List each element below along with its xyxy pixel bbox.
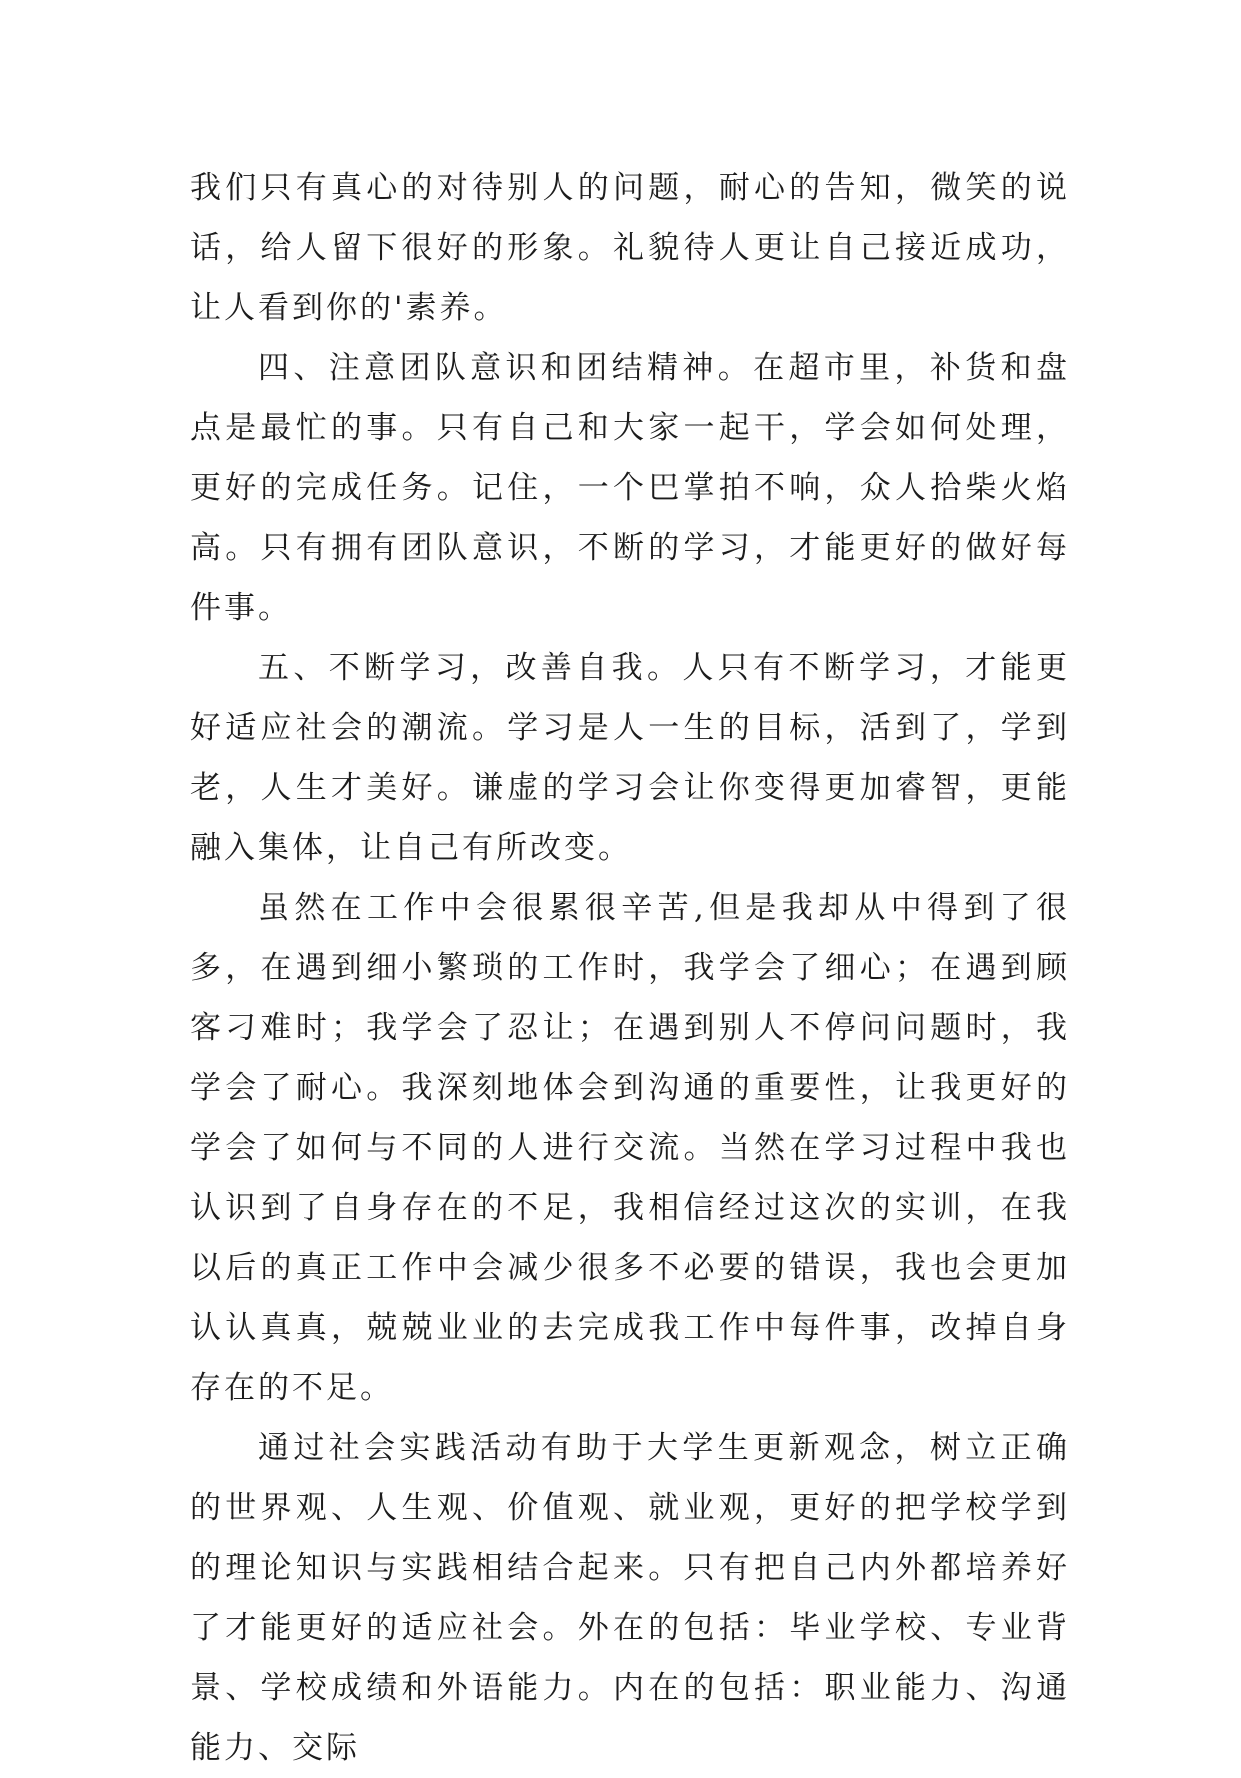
paragraph-5: 通过社会实践活动有助于大学生更新观念，树立正确的世界观、人生观、价值观、就业观，更好的把学校学到的理论知识与实践相结合起来。只有把自己内外都培养好了才能更好的适应社会。外在的包括：毕业学校、专业背景、学校成绩和外语能力。内在的包括：职业能力、沟通能力、交际 [190, 1430, 1070, 1766]
document-body [190, 158, 1070, 1778]
paragraph-4: 虽然在工作中会很累很辛苦,但是我却从中得到了很多，在遇到细小繁琐的工作时，我学会了细心；在遇到顾客刁难时；我学会了忍让；在遇到别人不停问问题时，我学会了耐心。我深刻地体会到沟通的重要性，让我更好的学会了如何与不同的人进行交流。当然在学习过程中我也认识到了自身存在的不足，我相信经过这次的实训，在我以后的真正工作中会减少很多不必要的错误，我也会更加认认真真，兢兢业业的去完成我工作中每件事，改掉自身存在的不足。 [190, 890, 1070, 1406]
paragraph-2: 四、注意团队意识和团结精神。在超市里，补货和盘点是最忙的事。只有自己和大家一起干，学会如何处理，更好的完成任务。记住，一个巴掌拍不响，众人拾柴火焰高。只有拥有团队意识，不断的学习，才能更好的做好每件事。 [190, 350, 1070, 626]
paragraph-1: 我们只有真心的对待别人的问题，耐心的告知，微笑的说话，给人留下很好的形象。礼貌待人更让自己接近成功，让人看到你的'素养。 [190, 170, 1070, 326]
paragraph-3: 五、不断学习，改善自我。人只有不断学习，才能更好适应社会的潮流。学习是人一生的目标，活到了，学到老，人生才美好。谦虚的学习会让你变得更加睿智，更能融入集体，让自己有所改变。 [190, 650, 1070, 866]
